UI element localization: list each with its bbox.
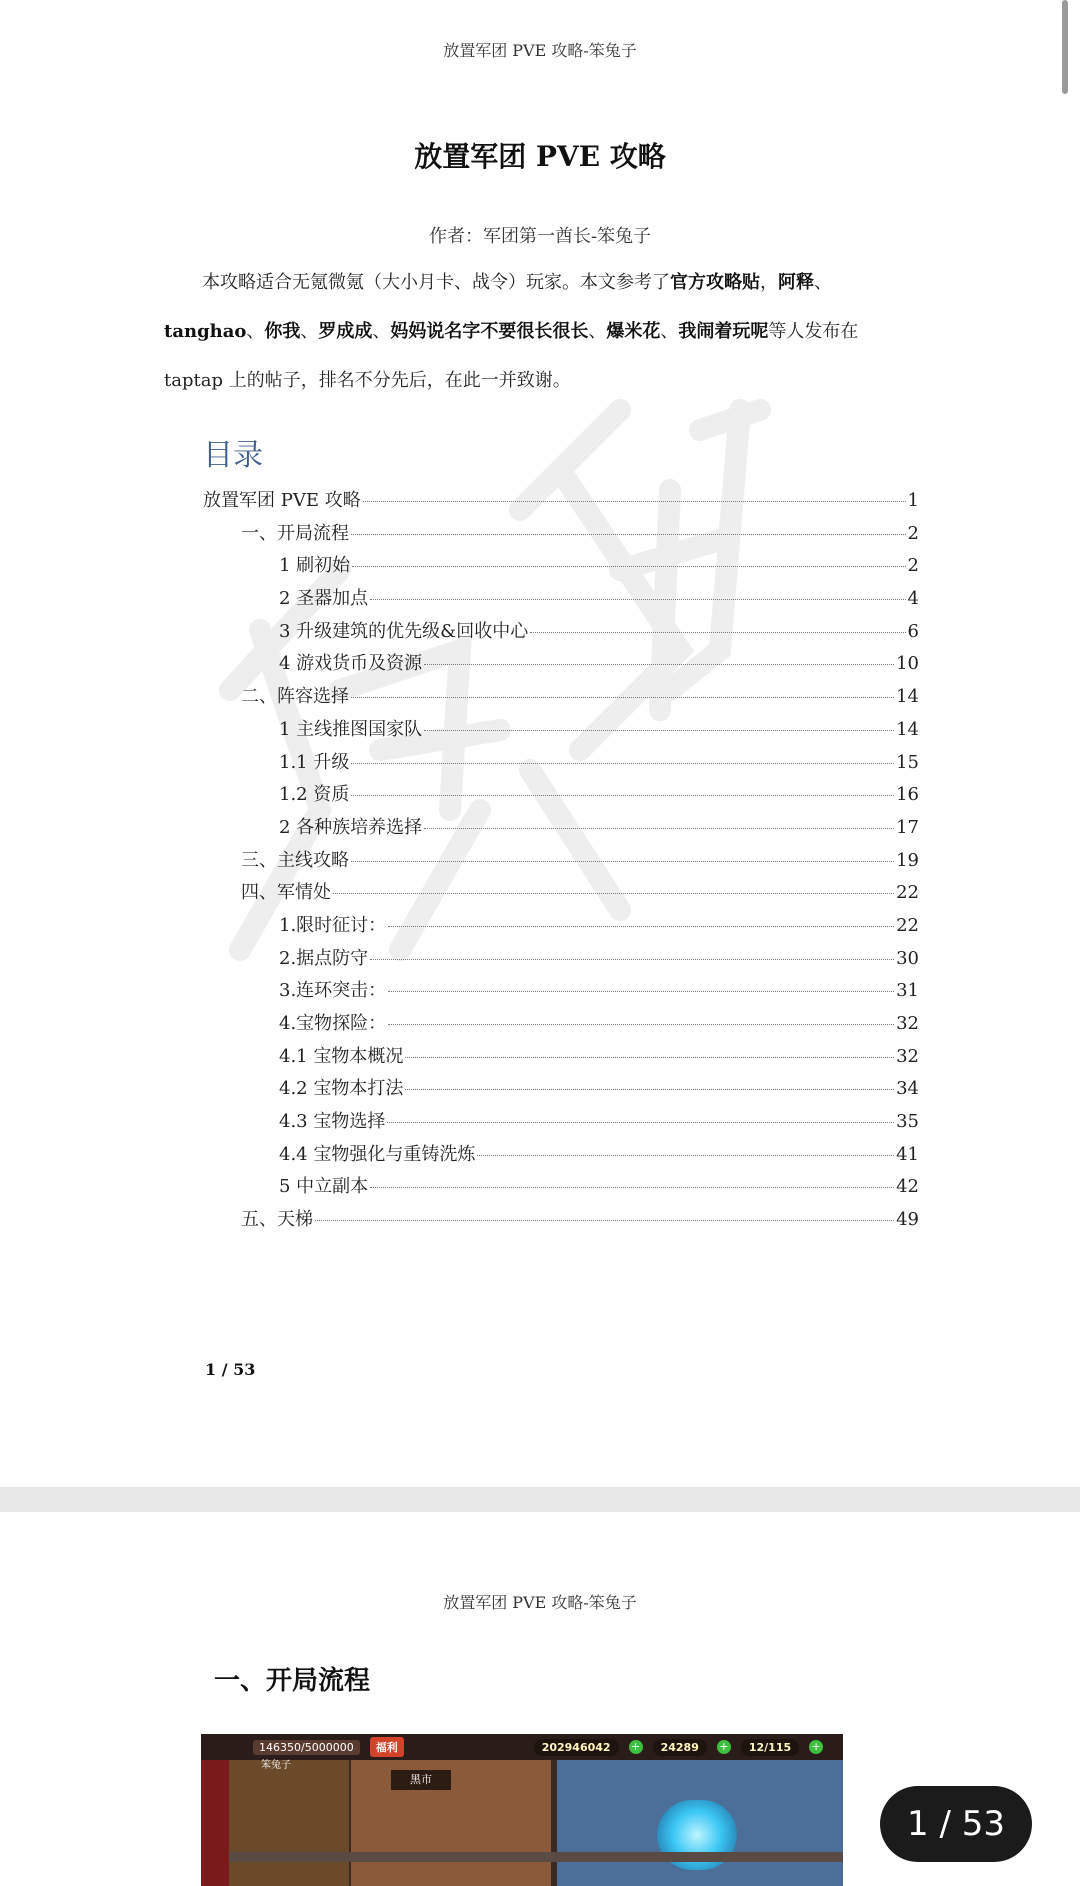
toc-entry-title: 1.2 资质 [279, 784, 350, 806]
toc-entry-page: 10 [896, 653, 919, 675]
toc-entry-page: 19 [896, 849, 919, 871]
toc-entry[interactable] [203, 551, 919, 584]
toc-entry[interactable] [203, 649, 919, 682]
game-market-label: 黑市 [391, 1770, 451, 1790]
toc-entry[interactable] [203, 1172, 919, 1205]
page-footer-number: 1 / 53 [205, 1360, 256, 1379]
intro-text: 、 [372, 321, 391, 342]
toc-entry-page: 22 [896, 914, 919, 936]
toc-dot-leader [352, 566, 905, 567]
author-line: 作者：军团第一酋长-笨兔子 [428, 226, 652, 247]
toc-entry[interactable] [203, 976, 919, 1009]
toc-entry[interactable] [203, 748, 919, 781]
toc-entry[interactable] [203, 846, 919, 879]
game-welfare-label: 福利 [370, 1737, 404, 1757]
game-hud-bar [201, 1734, 843, 1771]
toc-entry-page: 2 [907, 555, 919, 577]
toc-entry-title: 4 游戏货币及资源 [279, 653, 423, 675]
toc-entry-page: 31 [896, 980, 919, 1002]
game-exp-counter: 146350/5000000 [253, 1740, 360, 1755]
toc-dot-leader [333, 893, 894, 894]
toc-entry[interactable] [203, 911, 919, 944]
intro-credit-name: tanghao [164, 321, 247, 342]
toc-entry-title: 5 中立副本 [279, 1176, 369, 1198]
toc-dot-leader [405, 1089, 894, 1090]
intro-text: 、 [300, 321, 319, 342]
game-player-name: 笨兔子 [261, 1760, 291, 1771]
intro-credit-name: 阿释 [778, 272, 814, 293]
toc-dot-leader [424, 664, 894, 665]
toc-dot-leader [477, 1155, 894, 1156]
table-of-contents [203, 486, 919, 1238]
game-screenshot-image [201, 1734, 843, 1886]
toc-entry-page: 15 [896, 751, 919, 773]
page-separator [0, 1487, 1080, 1512]
toc-entry-title: 4.2 宝物本打法 [279, 1078, 404, 1100]
intro-text: ， [760, 272, 778, 293]
toc-entry[interactable] [203, 682, 919, 715]
plus-icon: + [629, 1740, 643, 1754]
toc-entry[interactable] [203, 617, 919, 650]
toc-entry-page: 34 [896, 1078, 919, 1100]
toc-entry-page: 14 [896, 686, 919, 708]
toc-entry[interactable] [203, 878, 919, 911]
toc-entry[interactable] [203, 780, 919, 813]
toc-entry-title: 1 刷初始 [279, 555, 351, 577]
toc-entry-page: 35 [896, 1111, 919, 1133]
toc-entry-page: 4 [907, 588, 919, 610]
toc-entry[interactable] [203, 813, 919, 846]
toc-entry-title: 2 圣器加点 [279, 588, 369, 610]
toc-entry[interactable] [203, 1042, 919, 1075]
game-troop-counter: 12/115 [741, 1739, 799, 1756]
toc-entry-title: 三、主线攻略 [241, 849, 349, 871]
game-gem-counter: 24289 [653, 1739, 707, 1756]
game-scene-building [229, 1760, 349, 1886]
toc-entry[interactable] [203, 715, 919, 748]
toc-entry-title: 四、军情处 [241, 882, 331, 904]
intro-text: 本攻略适合无氪微氪（大小月卡、战令）玩家。本文参考了 [202, 272, 670, 293]
toc-dot-leader [351, 795, 894, 796]
intro-credit-name: 爆米花 [606, 321, 661, 342]
toc-entry-page: 42 [896, 1176, 919, 1198]
plus-icon: + [809, 1740, 823, 1754]
toc-dot-leader [351, 534, 906, 535]
toc-entry-page: 49 [896, 1209, 919, 1231]
toc-entry[interactable] [203, 1140, 919, 1173]
toc-dot-leader [370, 959, 894, 960]
toc-entry-page: 14 [896, 718, 919, 740]
toc-dot-leader [388, 926, 894, 927]
toc-entry-page: 22 [896, 882, 919, 904]
toc-entry-page: 1 [907, 490, 919, 511]
toc-dot-leader [405, 1057, 894, 1058]
toc-entry-title: 3.连环突击： [279, 980, 387, 1002]
toc-dot-leader [388, 991, 894, 992]
toc-entry[interactable] [203, 486, 919, 519]
toc-entry-title: 4.4 宝物强化与重铸洗炼 [279, 1143, 476, 1165]
toc-entry-title: 五、天梯 [241, 1209, 313, 1231]
toc-entry-page: 30 [896, 947, 919, 969]
toc-entry-page: 6 [907, 620, 919, 642]
toc-entry-page: 41 [896, 1143, 919, 1165]
running-header: 放置军团 PVE 攻略-笨兔子 [443, 41, 637, 60]
toc-entry-page: 2 [907, 522, 919, 544]
toc-entry[interactable] [203, 944, 919, 977]
toc-entry-title: 一、开局流程 [241, 522, 349, 544]
plus-icon: + [717, 1740, 731, 1754]
intro-text: 等人发布在 taptap 上的帖子，排名不分先后，在此一并致谢。 [164, 321, 859, 391]
intro-credit-name: 罗成成 [318, 321, 373, 342]
game-scene-plaza [557, 1760, 843, 1886]
intro-credit-name: 官方攻略贴 [670, 272, 760, 293]
game-gold-counter: 202946042 [534, 1739, 619, 1756]
toc-dot-leader [370, 599, 905, 600]
intro-paragraph [164, 258, 916, 405]
toc-dot-leader [315, 1220, 894, 1221]
document-title: 放置军团 PVE 攻略 [414, 140, 666, 173]
toc-entry-title: 3 升级建筑的优先级&回收中心 [279, 620, 529, 642]
toc-entry-title: 4.1 宝物本概况 [279, 1045, 404, 1067]
intro-credit-name: 你我 [264, 321, 301, 342]
toc-dot-leader [351, 697, 894, 698]
toc-dot-leader [388, 1024, 894, 1025]
toc-entry-title: 2 各种族培养选择 [279, 816, 423, 838]
toc-dot-leader [351, 763, 894, 764]
toc-entry-page: 32 [896, 1013, 919, 1034]
game-scene-wall [229, 1852, 843, 1862]
section-heading: 一、开局流程 [214, 1666, 371, 1696]
toc-dot-leader [370, 1187, 894, 1188]
toc-entry[interactable] [203, 1074, 919, 1107]
toc-entry-title: 1.限时征讨： [279, 914, 387, 936]
toc-dot-leader [363, 501, 906, 502]
toc-entry[interactable] [203, 1205, 919, 1238]
toc-entry-title: 二、阵容选择 [241, 686, 349, 708]
toc-entry-title: 4.3 宝物选择 [279, 1111, 386, 1133]
toc-heading: 目录 [203, 438, 263, 473]
toc-entry-title: 4.宝物探险： [279, 1013, 387, 1034]
page-indicator-badge: 1 / 53 [880, 1786, 1032, 1862]
toc-entry-page: 32 [896, 1045, 919, 1067]
toc-dot-leader [530, 632, 905, 633]
intro-text: 、 [588, 321, 607, 342]
toc-dot-leader [424, 828, 894, 829]
toc-entry[interactable] [203, 519, 919, 552]
intro-text: 、 [814, 272, 832, 293]
toc-entry[interactable] [203, 1009, 919, 1042]
toc-dot-leader [424, 730, 894, 731]
toc-entry-title: 放置军团 PVE 攻略 [203, 490, 361, 511]
toc-entry-title: 2.据点防守 [279, 947, 369, 969]
intro-text: 、 [660, 321, 679, 342]
toc-entry-page: 16 [896, 784, 919, 806]
toc-entry-page: 17 [896, 816, 919, 838]
toc-dot-leader [351, 861, 894, 862]
toc-entry-title: 1 主线推图国家队 [279, 718, 423, 740]
toc-dot-leader [387, 1122, 894, 1123]
intro-credit-name: 我闹着玩呢 [678, 321, 769, 342]
intro-text: 、 [246, 321, 265, 342]
game-scene-market [351, 1760, 551, 1886]
intro-credit-name: 妈妈说名字不要很长很长 [390, 321, 589, 342]
toc-entry[interactable] [203, 1107, 919, 1140]
running-header: 放置军团 PVE 攻略-笨兔子 [443, 1593, 637, 1612]
toc-entry-title: 1.1 升级 [279, 751, 350, 773]
toc-entry[interactable] [203, 584, 919, 617]
